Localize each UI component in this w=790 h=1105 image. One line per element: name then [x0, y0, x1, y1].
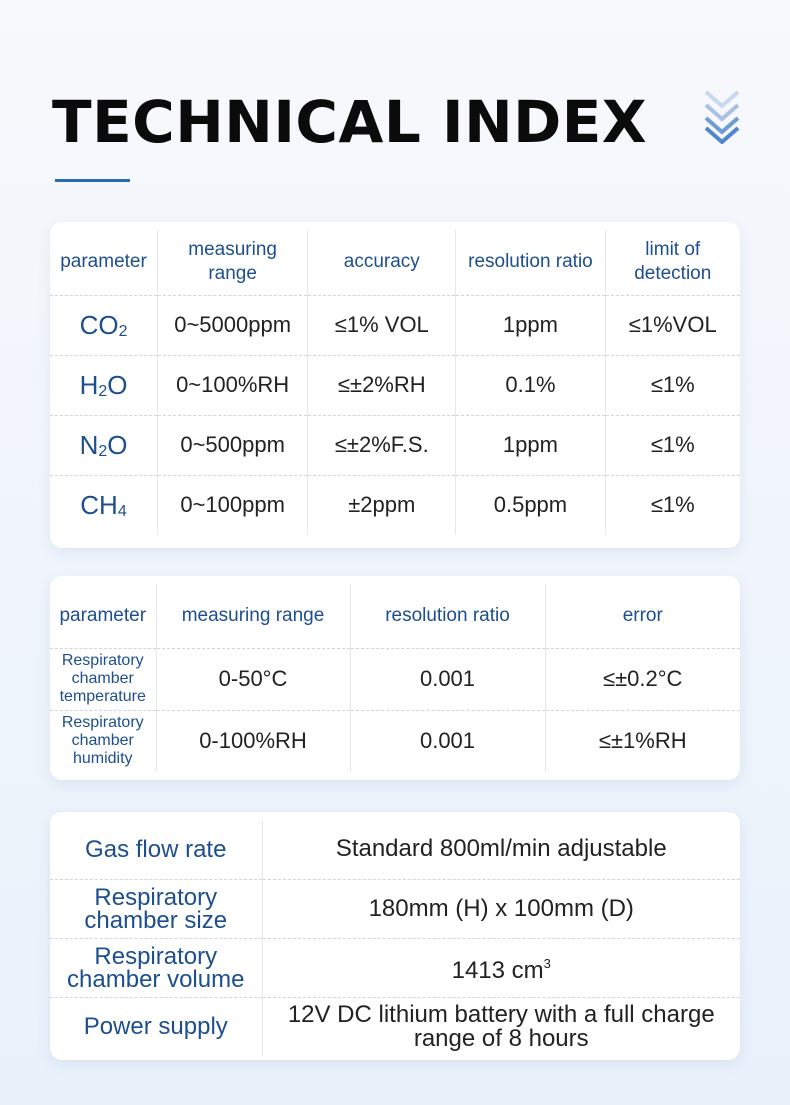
chamber-spec-table — [50, 584, 740, 772]
double-chevron-down-icon[interactable] — [702, 88, 742, 144]
table-row — [50, 295, 740, 355]
measuring-range-value: 0~100ppm — [158, 475, 308, 535]
col-header-parameter: parameter — [50, 230, 158, 295]
gas-name: $H_2O$ — [50, 355, 158, 415]
table-row — [50, 997, 740, 1056]
gas-name: $N_2O$ — [50, 415, 158, 475]
table-header-row — [50, 230, 740, 295]
spec-value: Standard 800ml/min adjustable — [335, 835, 667, 863]
measuring-range-value: 0-50°C — [156, 648, 350, 710]
accuracy-value: ≤±2%F.S. — [308, 415, 456, 475]
accuracy-value: ±2ppm — [308, 475, 456, 535]
col-header-limit-of-detection: limit of detection — [634, 239, 712, 285]
error-value: ≤±1%RH — [545, 710, 740, 772]
resolution-value: 0.001 — [350, 710, 545, 772]
col-header-resolution-ratio: resolution ratio — [456, 230, 605, 295]
measuring-range-value: 0~500ppm — [158, 415, 308, 475]
spec-value: 12V DC lithium battery with a full charge range of 8 hours — [262, 997, 740, 1056]
col-header-measuring-range: measuring range — [156, 584, 350, 648]
gas-name: $CO_2$ — [50, 295, 158, 355]
accuracy-value: ≤±2%RH — [308, 355, 456, 415]
col-header-error: error — [622, 604, 663, 626]
page-title: TECHNICAL INDEX — [52, 88, 648, 156]
gas-spec-table — [50, 230, 740, 535]
gas-spec-card — [50, 222, 740, 548]
spec-value: 1413 $cm^3$ — [262, 938, 740, 997]
table-row — [50, 355, 740, 415]
accuracy-value: ≤1% VOL — [308, 295, 456, 355]
measuring-range-value: 0~100%RH — [158, 355, 308, 415]
limit-value: ≤1%VOL — [605, 295, 740, 355]
spec-value: 180mm (H) x 100mm (D) — [262, 879, 740, 938]
table-header-row — [50, 584, 740, 648]
table-row — [50, 879, 740, 938]
col-header-accuracy: accuracy — [308, 230, 456, 295]
general-spec-table — [50, 820, 740, 1056]
title-underline — [55, 179, 130, 182]
parameter-label: Respiratory chamber temperature — [50, 648, 156, 710]
measuring-range-value: 0-100%RH — [156, 710, 350, 772]
limit-value: ≤1% — [605, 415, 740, 475]
spec-label: Power supply — [50, 997, 262, 1056]
table-row — [50, 938, 740, 997]
resolution-value: 1ppm — [456, 415, 605, 475]
table-row — [50, 415, 740, 475]
parameter-label: Respiratory chamber humidity — [50, 710, 156, 772]
spec-label: Gas flow rate — [50, 820, 262, 879]
resolution-value: 0.1% — [456, 355, 605, 415]
gas-name: $CH_4$ — [50, 475, 158, 535]
spec-label: Respiratory chamber size — [50, 879, 262, 938]
limit-value: ≤1% — [605, 355, 740, 415]
resolution-value: 0.001 — [350, 648, 545, 710]
table-row — [50, 710, 740, 772]
chamber-spec-card — [50, 576, 740, 780]
measuring-range-value: 0~5000ppm — [158, 295, 308, 355]
limit-value: ≤1% — [605, 475, 740, 535]
error-value: ≤±0.2°C — [545, 648, 740, 710]
col-header-parameter: parameter — [50, 584, 156, 648]
table-row — [50, 648, 740, 710]
col-header-measuring-range: measuring range — [158, 230, 308, 295]
table-row — [50, 820, 740, 879]
table-row — [50, 475, 740, 535]
resolution-value: 1ppm — [456, 295, 605, 355]
resolution-value: 0.5ppm — [456, 475, 605, 535]
col-header-resolution-ratio: resolution ratio — [350, 584, 545, 648]
general-spec-card — [50, 812, 740, 1060]
spec-label: Respiratory chamber volume — [50, 938, 262, 997]
